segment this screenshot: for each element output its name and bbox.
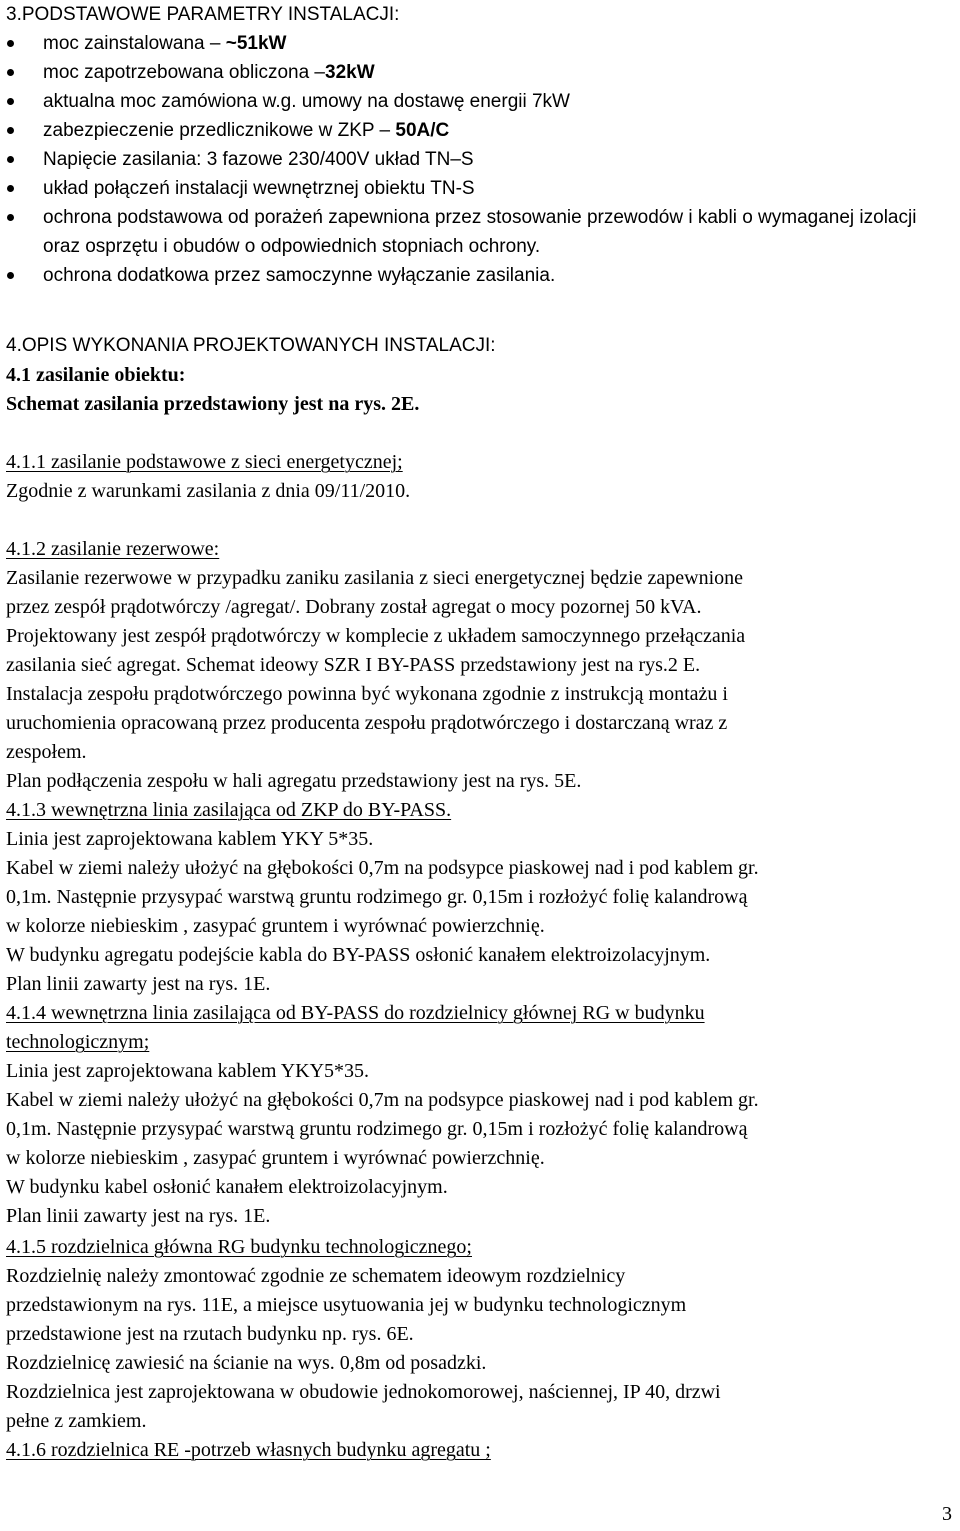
paragraph-line: Plan podłączenia zespołu w hali agregatu przedstawiony jest na rys. 5E. <box>6 770 582 792</box>
list-item-value: 32kW <box>325 62 375 83</box>
subsection-4-1-4-title: 4.1.4 wewnętrzna linia zasilająca od BY-PASS do rozdzielnicy głównej RG w budynku <box>6 1002 705 1024</box>
bullet-icon <box>7 272 14 279</box>
paragraph-line: zasilania sieć agregat. Schemat ideowy SZR I BY-PASS przedstawiony jest na rys.2 E. <box>6 654 701 676</box>
paragraph-line: przedstawionym na rys. 11E, a miejsce usytuowania jej w budynku technologicznym <box>6 1294 687 1316</box>
paragraph-line: pełne z zamkiem. <box>6 1410 147 1432</box>
paragraph-line: Rozdzielnica jest zaprojektowana w obudowie jednokomorowej, naściennej, IP 40, drzwi <box>6 1381 721 1403</box>
paragraph-line: W budynku kabel osłonić kanałem elektroizolacyjnym. <box>6 1176 448 1198</box>
bullet-icon <box>7 69 14 76</box>
list-item-text: układ połączeń instalacji wewnętrznej obiektu TN-S <box>43 178 475 199</box>
paragraph-line: Plan linii zawarty jest na rys. 1E. <box>6 973 271 995</box>
paragraph-line: przedstawione jest na rzutach budynku np. rys. 6E. <box>6 1323 414 1345</box>
bullet-icon <box>7 127 14 134</box>
paragraph-line: Linia jest zaprojektowana kablem YKY 5*35. <box>6 828 374 850</box>
list-item <box>6 116 946 145</box>
bullet-icon <box>7 185 14 192</box>
subsection-4-1-3-title: 4.1.3 wewnętrzna linia zasilająca od ZKP do BY-PASS. <box>6 799 452 821</box>
bullet-icon <box>7 40 14 47</box>
subsection-4-1-6-title: 4.1.6 rozdzielnica RE -potrzeb własnych budynku agregatu ; <box>6 1439 491 1461</box>
list-item <box>6 203 946 261</box>
list-item-text: Napięcie zasilania: 3 fazowe 230/400V układ TN–S <box>43 149 474 170</box>
paragraph-line: zespołem. <box>6 741 87 763</box>
paragraph-line: 0,1m. Następnie przysypać warstwą gruntu rodzimego gr. 0,15m i rozłożyć folię kalandrową <box>6 1118 748 1140</box>
list-item-text: ochrona podstawowa od porażeń zapewniona przez stosowanie przewodów i kabli o wymaganej izolacji oraz osprzętu i obudów o odpowiednich stopniach ochrony. <box>43 207 917 257</box>
bullet-icon <box>7 214 14 221</box>
paragraph-line: Plan linii zawarty jest na rys. 1E. <box>6 1205 271 1227</box>
list-item <box>6 58 946 87</box>
paragraph-line: W budynku agregatu podejście kabla do BY-PASS osłonić kanałem elektroizolacyjnym. <box>6 944 711 966</box>
paragraph-line: Projektowany jest zespół prądotwórczy w komplecie z układem samoczynnego przełączania <box>6 625 746 647</box>
list-item-value: ~51kW <box>225 33 287 54</box>
paragraph-line: Kabel w ziemi należy ułożyć na głębokości 0,7m na podsypce piaskowej nad i pod kablem gr. <box>6 1089 759 1111</box>
paragraph-line: w kolorze niebieskim , zasypać gruntem i wyrównać powierzchnię. <box>6 1147 545 1169</box>
subsection-4-1-4-title-continued: technologicznym; <box>6 1031 150 1053</box>
parameters-list <box>6 29 946 290</box>
paragraph-line: Kabel w ziemi należy ułożyć na głębokości 0,7m na podsypce piaskowej nad i pod kablem gr. <box>6 857 759 879</box>
subsection-4-1-2-title: 4.1.2 zasilanie rezerwowe: <box>6 538 220 560</box>
paragraph-line: Rozdzielnicę zawiesić na ścianie na wys. 0,8m od posadzki. <box>6 1352 487 1374</box>
list-item-text: moc zapotrzebowana obliczona – <box>43 62 326 83</box>
list-item <box>6 145 946 174</box>
subsection-4-1-5-title: 4.1.5 rozdzielnica główna RG budynku technologicznego; <box>6 1236 472 1258</box>
list-item-text: moc zainstalowana – <box>43 33 226 54</box>
paragraph-line: Rozdzielnię należy zmontować zgodnie ze schematem ideowym rozdzielnicy <box>6 1265 626 1287</box>
list-item <box>6 174 946 203</box>
section-3-heading: 3.PODSTAWOWE PARAMETRY INSTALACJI: <box>6 4 400 25</box>
paragraph-line: Linia jest zaprojektowana kablem YKY5*35. <box>6 1060 370 1082</box>
list-item-text: ochrona dodatkowa przez samoczynne wyłączanie zasilania. <box>43 265 556 286</box>
paragraph-line: przez zespół prądotwórczy /agregat/. Dobrany został agregat o mocy pozornej 50 kVA. <box>6 596 702 618</box>
subsection-4-1-title: 4.1 zasilanie obiektu: <box>6 364 186 386</box>
paragraph-line: Instalacja zespołu prądotwórczego powinna być wykonana zgodnie z instrukcją montażu i <box>6 683 728 705</box>
subsection-4-1-text: Schemat zasilania przedstawiony jest na rys. 2E. <box>6 393 420 415</box>
bullet-icon <box>7 156 14 163</box>
page-number: 3 <box>942 1503 952 1525</box>
section-4-heading: 4.OPIS WYKONANIA PROJEKTOWANYCH INSTALACJI: <box>6 335 496 356</box>
list-item-value: 50A/C <box>395 120 450 141</box>
subsection-4-1-1-title: 4.1.1 zasilanie podstawowe z sieci energetycznej; <box>6 451 403 473</box>
list-item-text: aktualna moc zamówiona w.g. umowy na dostawę energii 7kW <box>43 91 570 112</box>
paragraph-line: uruchomienia opracowaną przez producenta zespołu prądotwórczego i dostarczaną wraz z <box>6 712 728 734</box>
list-item <box>6 261 946 290</box>
paragraph-line: w kolorze niebieskim , zasypać gruntem i wyrównać powierzchnię. <box>6 915 545 937</box>
paragraph-line: 0,1m. Następnie przysypać warstwą gruntu rodzimego gr. 0,15m i rozłożyć folię kalandrową <box>6 886 748 908</box>
paragraph-line: Zasilanie rezerwowe w przypadku zaniku zasilania z sieci energetycznej będzie zapewnione <box>6 567 744 589</box>
list-item <box>6 87 946 116</box>
subsection-4-1-1-text: Zgodnie z warunkami zasilania z dnia 09/11/2010. <box>6 480 411 502</box>
bullet-icon <box>7 98 14 105</box>
list-item-text: zabezpieczenie przedlicznikowe w ZKP – <box>43 120 396 141</box>
list-item <box>6 29 946 58</box>
